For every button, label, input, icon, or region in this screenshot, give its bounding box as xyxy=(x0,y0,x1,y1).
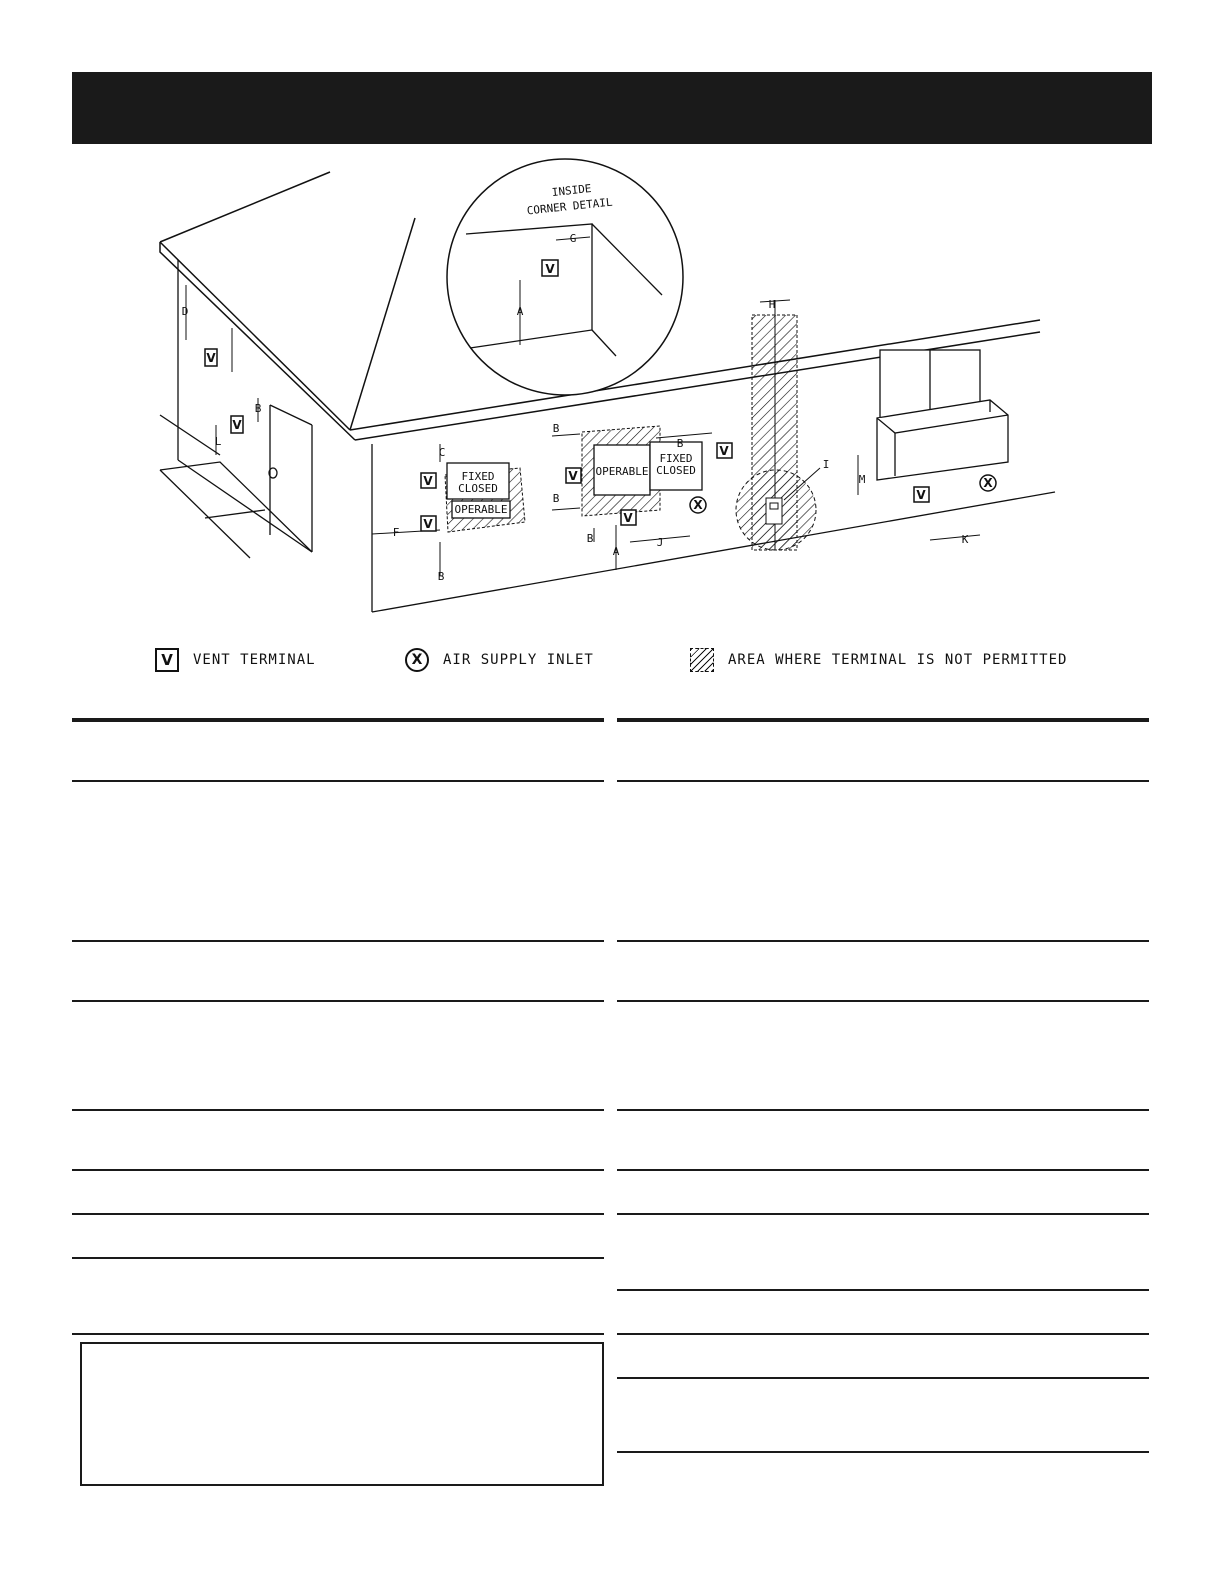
inset-title-line1: INSIDE xyxy=(551,181,593,200)
vent-window1-upper xyxy=(421,473,436,488)
table-row xyxy=(72,1213,604,1257)
legend-air-label: AIR SUPPLY INLET xyxy=(443,652,594,668)
dim-b-top: B xyxy=(552,422,560,435)
table-row xyxy=(72,1109,604,1169)
table-row xyxy=(617,1213,1149,1289)
svg-text:V: V xyxy=(623,511,633,525)
header-bar xyxy=(72,72,1152,144)
air-supply-inlet-icon: X xyxy=(405,648,429,672)
clearance-table-right xyxy=(617,718,1149,1453)
vent-window2-left xyxy=(566,468,581,483)
dim-a: A xyxy=(612,545,620,558)
dim-b-left: B xyxy=(254,402,262,415)
svg-text:V: V xyxy=(568,469,578,483)
dim-l: L xyxy=(214,435,222,448)
vent-terminal-icon: V xyxy=(155,648,179,672)
clearance-table-left xyxy=(72,718,604,1335)
svg-text:V: V xyxy=(916,488,926,502)
window-2-fixed-line1: FIXED xyxy=(659,452,693,465)
svg-text:V: V xyxy=(423,517,433,531)
dim-k: K xyxy=(961,533,969,546)
svg-text:V: V xyxy=(232,418,242,432)
svg-text:X: X xyxy=(983,476,993,490)
dim-m: M xyxy=(858,473,866,486)
table-row xyxy=(617,718,1149,780)
inset-title-line2: CORNER DETAIL xyxy=(526,195,614,218)
table-row xyxy=(617,1377,1149,1453)
legend-hatch xyxy=(690,645,1067,675)
table-row xyxy=(72,1169,604,1213)
vent-clearance-diagram xyxy=(0,150,1225,640)
air-inlet-window2 xyxy=(690,497,706,513)
legend-vent xyxy=(155,645,316,675)
dim-b-bottom: B xyxy=(437,570,445,583)
legend-hatch-label: AREA WHERE TERMINAL IS NOT PERMITTED xyxy=(728,652,1068,668)
dim-b-under: B xyxy=(586,532,594,545)
dim-h: H xyxy=(768,298,776,311)
dim-i: I xyxy=(822,458,830,471)
window-2-operable: OPERABLE xyxy=(595,465,649,478)
table-row xyxy=(617,1109,1149,1169)
svg-text:V: V xyxy=(719,444,729,458)
legend-air xyxy=(405,645,594,675)
balcony xyxy=(877,350,1008,480)
table-row xyxy=(617,1333,1149,1377)
vent-window2-bottom xyxy=(621,510,636,525)
window-2-fixed-line2: CLOSED xyxy=(656,464,696,477)
table-row xyxy=(617,1169,1149,1213)
inset-vent: V xyxy=(545,262,555,276)
vent-balcony xyxy=(914,487,929,502)
dim-c: C xyxy=(438,446,446,459)
air-inlet-balcony xyxy=(980,475,996,491)
note-box xyxy=(80,1342,604,1486)
dim-j: J xyxy=(656,536,664,549)
window-2 xyxy=(582,426,702,516)
vent-left-wall-lower xyxy=(231,416,243,433)
vent-left-wall-upper xyxy=(205,349,217,366)
vent-window2-right xyxy=(717,443,732,458)
hatched-area-icon xyxy=(690,648,714,672)
table-row xyxy=(72,1257,604,1335)
table-row xyxy=(72,718,604,780)
legend-vent-label: VENT TERMINAL xyxy=(193,652,316,668)
meter-zone xyxy=(736,300,816,550)
inset-dim-a: A xyxy=(516,305,524,318)
table-row xyxy=(72,1000,604,1109)
dim-f: F xyxy=(392,526,400,539)
table-row xyxy=(617,780,1149,940)
svg-text:V: V xyxy=(423,474,433,488)
table-row xyxy=(617,1289,1149,1333)
window-1-fixed-line2: CLOSED xyxy=(458,482,498,495)
svg-text:V: V xyxy=(206,351,216,365)
table-row xyxy=(617,940,1149,1000)
table-row xyxy=(72,780,604,940)
table-row xyxy=(617,1000,1149,1109)
inset-dim-g: G xyxy=(569,232,577,245)
svg-text:X: X xyxy=(693,498,703,512)
vent-window1-lower xyxy=(421,516,436,531)
inset-corner-detail xyxy=(447,159,683,395)
window-1-fixed-line1: FIXED xyxy=(461,470,495,483)
dim-b-mid: B xyxy=(552,492,560,505)
window-1 xyxy=(445,463,525,532)
window-1-operable: OPERABLE xyxy=(454,503,508,516)
dim-b-right: B xyxy=(676,437,684,450)
dim-d: D xyxy=(181,305,189,318)
table-row xyxy=(72,940,604,1000)
